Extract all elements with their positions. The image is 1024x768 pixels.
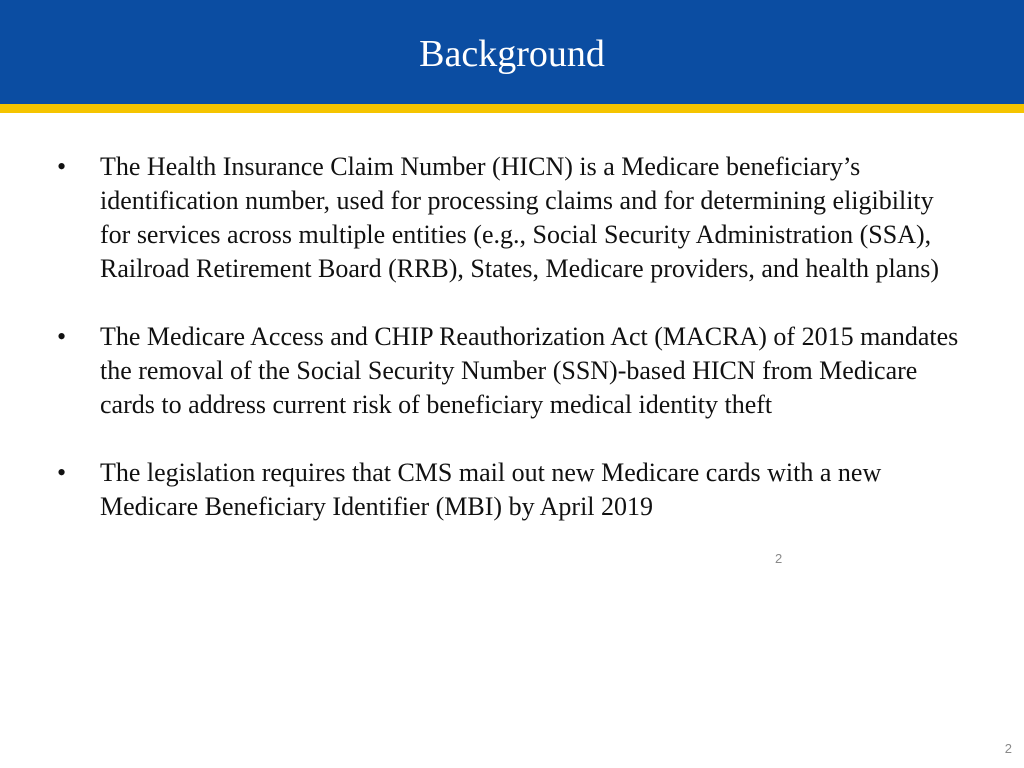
- bullet-marker: •: [57, 322, 67, 351]
- bullet-marker: •: [57, 152, 67, 181]
- bullet-item: [0, 456, 960, 524]
- page-number: 2: [1004, 741, 1012, 756]
- bullet-text: The legislation requires that CMS mail out new Medicare cards with a new Medicare Beneficiary Identifier (MBI) by April 2019: [100, 458, 882, 521]
- slide-title: Background: [419, 33, 605, 75]
- title-banner: [0, 0, 1024, 104]
- bullet-item: [0, 320, 960, 422]
- accent-stripe: [0, 104, 1024, 113]
- bullet-list: [0, 150, 1024, 558]
- overlay-page-number: 2: [775, 551, 783, 566]
- bullet-text: The Medicare Access and CHIP Reauthorization Act (MACRA) of 2015 mandates the removal of the Social Security Number (SSN)-based HICN from Medicare cards to address current risk of beneficiary medical identity theft: [100, 322, 959, 419]
- bullet-marker: •: [57, 458, 67, 487]
- bullet-text: The Health Insurance Claim Number (HICN) is a Medicare beneficiary’s identification number, used for processing claims and for determining eligibility for services across multiple entities (e.g., Social Security Administration (SSA), Railroad Retirement Board (RRB), States, Medicare providers, and health plans): [100, 152, 939, 283]
- bullet-item: [0, 150, 960, 286]
